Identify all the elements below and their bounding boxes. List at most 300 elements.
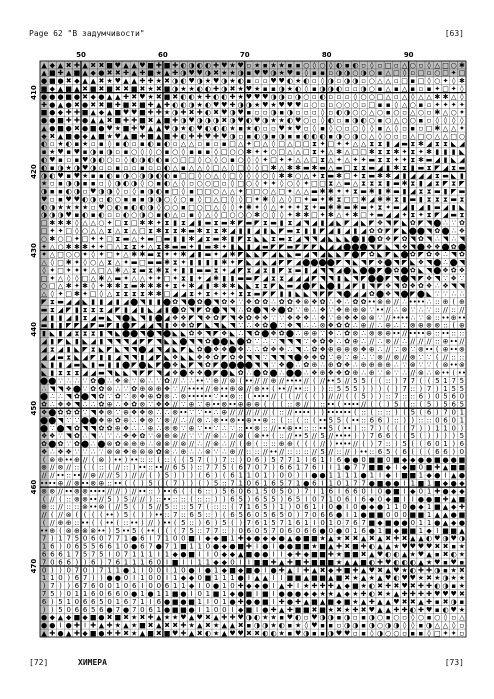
stitch-symbol: ⧗ [164,227,170,235]
stitch-symbol: ▮ [66,345,71,354]
stitch-symbol: ⬤ [285,361,294,370]
stitch-symbol: ◥ [451,250,457,259]
stitch-symbol: // [131,471,137,480]
stitch-symbol: ∴ [90,447,96,456]
stitch-symbol: ✦ [336,140,342,149]
stitch-symbol: ▮ [378,187,382,196]
stitch-symbol: ■ [393,487,400,496]
stitch-symbol: □ [245,187,253,196]
stitch-symbol: ✿ [450,242,457,251]
stitch-symbol: ⧗ [238,290,244,299]
stitch-symbol: 5 [222,463,227,472]
stitch-symbol: ⬤ [277,305,286,314]
stitch-symbol: ◊ [214,148,218,157]
stitch-symbol: ◤ [66,321,72,330]
stitch-symbol: 0 [336,479,342,488]
stitch-symbol: ∵ [271,361,276,370]
stitch-symbol: ▪ [377,69,383,78]
stitch-symbol: ■ [450,526,458,535]
stitch-symbol: ♥ [73,171,81,180]
stitch-symbol: :: [205,495,211,504]
stitch-symbol: ❖ [385,282,392,291]
stitch-symbol: ⬤ [220,369,229,377]
stitch-symbol: 6 [435,447,440,456]
stitch-symbol: ◑ [172,85,179,93]
stitch-symbol: ) [313,400,316,409]
stitch-symbol: 7 [50,582,55,591]
stitch-symbol: ✚ [245,542,252,551]
stitch-symbol: 1 [443,440,448,449]
stitch-symbol: ⊕ [344,305,351,314]
stitch-symbol: ✿ [426,250,433,259]
stitch-symbol: ◑ [139,171,146,180]
stitch-symbol: ⊕ [286,424,293,433]
stitch-symbol: // [279,447,285,456]
stitch-symbol: ◤ [238,266,244,275]
stitch-symbol: 5 [361,376,366,385]
stitch-symbol: 6 [131,582,137,591]
stitch-symbol: ● [229,542,236,551]
stitch-symbol: ◥ [287,353,293,362]
stitch-symbol: ✱ [65,219,72,228]
stitch-symbol: △ [344,156,350,164]
stitch-symbol: ◐ [401,558,408,567]
stitch-symbol: 7 [115,605,121,614]
stitch-symbol: ⧗ [123,242,129,251]
stitch-symbol: ▪ [459,558,465,567]
stitch-symbol: □ [212,163,220,172]
stitch-symbol: ⊗ [254,424,261,433]
stitch-symbol: :: [361,416,366,425]
stitch-symbol: ◤ [262,250,268,259]
stitch-symbol: ◆ [254,582,260,591]
stitch-symbol: ▪ [41,148,47,157]
stitch-symbol: 0 [58,574,63,583]
stitch-symbol: •• [39,479,49,488]
stitch-symbol: ✖ [377,566,383,575]
stitch-symbol: 0 [197,574,202,583]
stitch-symbol: •• [97,487,106,496]
stitch-symbol: ● [352,455,359,464]
stitch-symbol: ⊗ [352,329,359,338]
stitch-symbol: ♥ [188,69,195,78]
stitch-symbol: ) [395,376,398,385]
stitch-symbol: ◐ [213,124,220,133]
stitch-symbol: •• [252,416,262,425]
stitch-symbol: ( [419,447,423,456]
stitch-symbol: ∴ [336,337,342,346]
stitch-symbol: ✖ [147,116,154,125]
stitch-symbol: ( [403,424,406,433]
stitch-symbol: ◐ [221,124,228,133]
stitch-symbol: ) [296,471,300,480]
stitch-symbol: ( [280,392,284,401]
stitch-symbol: ◐ [286,77,293,86]
stitch-symbol: ◢ [147,353,154,362]
stitch-symbol: •• [392,329,401,338]
stitch-symbol: ■ [352,542,359,551]
stitch-symbol: ◆ [221,550,227,559]
stitch-symbol: ✦ [311,171,318,180]
stitch-symbol: ✿ [336,361,342,370]
stitch-symbol: ▲ [131,61,137,70]
stitch-symbol: ▲ [131,69,137,78]
stitch-symbol: ⊕ [131,447,138,456]
stitch-symbol: ◑ [73,187,80,196]
stitch-symbol: ) [460,424,464,433]
stitch-symbol: △ [401,92,408,101]
stitch-symbol: ♥ [188,77,195,86]
stitch-symbol: △ [279,163,285,172]
stitch-symbol: ✦ [278,203,285,212]
stitch-symbol: ( [370,400,374,409]
stitch-symbol: □ [245,195,253,204]
stitch-symbol: 0 [402,511,407,520]
stitch-symbol: ✦ [73,234,80,243]
stitch-symbol: ( [370,376,374,385]
stitch-symbol: 6 [90,558,96,567]
stitch-symbol: ( [272,400,275,409]
stitch-symbol: ♥ [65,195,72,204]
stitch-symbol: ❖ [385,290,392,299]
stitch-symbol: ⧗ [426,163,432,172]
stitch-symbol: ⊗ [458,361,465,370]
stitch-symbol: ) [42,582,46,591]
stitch-symbol: 1 [377,526,383,535]
stitch-symbol: ✱ [155,290,162,299]
stitch-symbol: ★ [229,69,236,78]
stitch-symbol: ★ [319,590,326,598]
stitch-symbol: ✚ [196,132,203,141]
stitch-symbol: ◢ [156,305,162,314]
stitch-symbol: ) [157,471,161,480]
stitch-symbol: ◐ [163,140,171,149]
stitch-symbol: ▬ [98,313,105,322]
stitch-symbol: ✚ [426,597,433,606]
stitch-symbol: ✖ [458,566,465,575]
stitch-symbol: ∵ [107,392,112,401]
stitch-symbol: 6 [107,542,112,551]
stitch-symbol: ▬ [343,179,351,188]
stitch-symbol: // [328,392,334,401]
stitch-symbol: ▬ [458,163,466,172]
stitch-symbol: 5 [328,416,334,425]
stitch-symbol: •• [351,416,360,425]
stitch-symbol: ) [214,471,218,480]
stitch-symbol: ✖ [188,108,195,117]
stitch-symbol: ⊕ [327,345,334,354]
stitch-symbol: ✖ [98,100,105,109]
stitch-symbol: ▲ [41,61,47,70]
stitch-symbol: ⧗ [139,290,145,299]
stitch-symbol: ) [124,487,128,496]
stitch-symbol: ( [411,440,415,449]
stitch-symbol: △ [131,274,137,283]
stitch-symbol: ◢ [270,250,277,259]
stitch-symbol: •• [236,416,245,425]
stitch-symbol: ▬ [114,274,122,283]
stitch-symbol: ✚ [417,605,424,614]
stitch-symbol: ⧗ [213,266,219,275]
stitch-symbol: △ [369,108,375,117]
stitch-symbol: ∴ [50,447,55,456]
stitch-symbol: ▲ [328,574,334,583]
stitch-symbol: 6 [140,542,145,551]
stitch-symbol: // [82,471,88,480]
stitch-symbol: △ [98,258,105,267]
stitch-symbol: ▲ [57,613,64,622]
stitch-symbol: ▬ [147,250,154,259]
stitch-symbol: ) [116,511,120,520]
stitch-symbol: I [272,582,275,591]
stitch-symbol: ◆ [41,132,47,141]
stitch-symbol: ◤ [270,290,277,299]
stitch-symbol: 0 [320,519,325,527]
stitch-symbol: ⊗ [147,408,154,417]
stitch-symbol: ▪ [90,171,96,180]
stitch-symbol: 7 [148,542,153,551]
stitch-symbol: △ [106,266,113,275]
stitch-symbol: ■ [409,511,417,520]
stitch-symbol: ■ [294,605,302,614]
stitch-symbol: ■ [433,503,441,512]
stitch-symbol: •• [48,479,57,488]
stitch-symbol: ) [362,384,365,393]
stitch-symbol: ◊ [206,163,210,172]
stitch-symbol: ▫ [312,92,317,101]
stitch-symbol: 6 [312,463,317,472]
stitch-symbol: // [164,463,170,472]
stitch-symbol: ◤ [385,274,391,283]
stitch-symbol: 1 [426,511,432,520]
stitch-symbol: ◤ [360,274,367,283]
stitch-symbol: ⊗ [360,305,367,314]
stitch-symbol: ✦ [417,211,424,220]
stitch-symbol: ▮ [279,219,284,228]
stitch-symbol: ▲ [66,69,72,78]
stitch-symbol: ◢ [41,345,47,354]
stitch-symbol: ( [280,400,284,409]
stitch-symbol: ) [419,424,423,433]
stitch-symbol: :: [328,384,334,393]
stitch-symbol: ■ [81,108,89,117]
stitch-symbol: ✦ [262,156,269,164]
stitch-symbol: ✱ [73,242,80,251]
stitch-symbol: ◢ [377,163,383,172]
stitch-symbol: ◊ [263,203,268,212]
stitch-symbol: 0 [205,582,211,591]
stitch-symbol: ∴ [189,447,194,456]
stitch-symbol: ◊ [197,211,202,220]
stitch-symbol: 1 [58,534,63,543]
stitch-symbol: □ [163,274,171,283]
stitch-symbol: ◊ [402,621,407,630]
stitch-symbol: ■ [245,550,253,559]
stitch-symbol: ✖ [155,92,162,101]
stitch-symbol: ♥ [434,534,441,543]
stitch-symbol: ❖ [434,250,441,259]
stitch-symbol: 1 [353,471,358,480]
stitch-symbol: △ [197,163,203,172]
stitch-symbol: 6 [254,519,260,527]
stitch-symbol: ✿ [417,282,424,291]
stitch-symbol: ▪ [377,85,383,93]
stitch-symbol: ✚ [147,613,154,622]
stitch-symbol: ❖ [155,400,162,409]
stitch-symbol: □ [343,163,351,172]
stitch-symbol: ✿ [139,432,146,441]
stitch-symbol: ✚ [73,108,80,117]
stitch-symbol: ∴ [426,369,432,377]
stitch-symbol: // [115,463,121,472]
stitch-symbol: ▮ [156,298,161,306]
stitch-symbol: ○ [262,211,269,220]
stitch-symbol: □ [417,132,425,141]
row-label: 420 [30,164,38,179]
stitch-symbol: ❖ [294,298,302,306]
stitch-symbol: ✦ [90,234,97,243]
stitch-symbol: ∵ [271,313,276,322]
stitch-symbol: 7 [287,479,293,488]
stitch-symbol: ∴ [189,376,194,385]
column-label: 50 [76,51,86,59]
stitch-symbol: ◆ [369,495,375,504]
stitch-symbol: 0 [82,566,88,575]
stitch-symbol: ◣ [131,313,137,322]
stitch-symbol: ❖ [319,305,326,314]
stitch-symbol: ◥ [115,313,121,322]
stitch-symbol: ◑ [327,613,334,622]
stitch-symbol: ▬ [343,203,351,212]
stitch-symbol: ✱ [352,203,359,212]
stitch-symbol: ◆ [82,629,88,638]
stitch-symbol: ⬤ [56,424,65,433]
stitch-symbol: ♥ [139,61,146,70]
stitch-symbol: ◐ [41,156,48,164]
stitch-symbol: 0 [156,566,162,575]
stitch-symbol: ◑ [90,148,97,157]
stitch-symbol: ) [141,479,144,488]
stitch-symbol: ▲ [41,629,47,638]
stitch-symbol: ✚ [204,92,211,101]
stitch-symbol: 1 [107,566,112,575]
stitch-symbol: ∵ [148,432,153,441]
stitch-symbol: ∵ [230,424,235,433]
stitch-symbol: ▪ [74,156,80,164]
stitch-symbol: ● [278,542,285,551]
stitch-symbol: △ [328,163,334,172]
stitch-symbol: ◆ [385,463,391,472]
stitch-symbol: // [172,440,178,449]
stitch-symbol: ● [254,550,261,559]
stitch-symbol: ∴ [312,313,317,322]
stitch-symbol: 6 [230,495,235,504]
stitch-symbol: ▲ [287,566,293,575]
stitch-symbol: ⬤ [163,329,171,338]
stitch-symbol: ⊗ [139,447,146,456]
stitch-symbol: ● [335,526,343,535]
stitch-symbol: ▲ [74,85,80,93]
stitch-symbol: ■ [147,132,154,141]
stitch-symbol: ✦ [73,266,80,275]
stitch-symbol: ◢ [418,171,424,180]
stitch-symbol: ✿ [286,305,293,314]
stitch-symbol: □ [319,179,326,188]
stitch-symbol: ◆ [49,85,55,93]
stitch-symbol: // [262,376,268,385]
stitch-symbol: ⬤ [122,321,130,330]
stitch-symbol: 6 [58,558,63,567]
stitch-symbol: ★ [204,77,212,86]
stitch-symbol: ⊕ [139,384,146,393]
stitch-symbol: ○ [352,100,359,109]
stitch-symbol: ◥ [360,258,367,267]
stitch-symbol: ■ [302,534,310,543]
stitch-symbol: :: [197,463,203,472]
stitch-symbol: ✖ [377,582,383,591]
stitch-symbol: △ [90,274,96,283]
stitch-symbol: ✱ [180,250,187,259]
stitch-symbol: ⧗ [410,148,416,157]
stitch-symbol: I [231,605,234,614]
stitch-symbol: ◐ [286,116,293,125]
stitch-symbol: ◤ [254,219,260,228]
stitch-symbol: ■ [261,590,269,598]
stitch-symbol: ❖ [57,400,64,409]
stitch-symbol: ◆ [188,582,195,591]
stitch-symbol: ▮ [91,361,96,370]
stitch-symbol: ✦ [262,179,269,188]
stitch-symbol: ⧗ [443,140,448,149]
stitch-symbol: ⊕ [262,416,269,425]
stitch-symbol: ⊗ [82,495,89,504]
stitch-symbol: ◊ [255,179,259,188]
stitch-symbol: ⊗ [237,432,244,441]
stitch-symbol: ⧗ [459,211,465,220]
stitch-symbol: ◢ [74,298,80,306]
stitch-symbol: ▬ [458,187,466,196]
stitch-symbol: ● [458,519,465,527]
stitch-symbol: ▫ [336,92,342,101]
stitch-symbol: :: [303,384,309,393]
stitch-symbol: 1 [164,550,170,559]
stitch-symbol: ( [452,298,456,306]
stitch-symbol: ✖ [114,69,121,78]
stitch-symbol: ▮ [410,203,415,212]
stitch-symbol: ◊ [214,211,218,220]
stitch-symbol: ▬ [180,242,187,251]
stitch-symbol: 0 [336,519,342,527]
stitch-symbol: ✚ [417,582,424,591]
stitch-symbol: ★ [344,605,351,614]
stitch-symbol: ◊ [435,116,440,125]
stitch-symbol: ) [190,463,193,472]
stitch-symbol: ◢ [262,274,268,283]
stitch-symbol: ● [131,590,138,598]
stitch-symbol: ◤ [377,242,383,251]
stitch-symbol: ◑ [344,613,351,622]
stitch-symbol: △ [57,274,64,283]
stitch-symbol: □ [352,148,359,157]
stitch-symbol: ○ [376,621,384,630]
stitch-symbol: ◢ [66,313,72,322]
stitch-symbol: ∵ [82,376,88,385]
stitch-symbol: □ [204,203,212,212]
stitch-symbol: ● [286,542,293,551]
stitch-symbol: ◑ [196,77,203,86]
stitch-symbol: ◊ [370,124,374,133]
stitch-symbol: ⊕ [237,400,244,409]
